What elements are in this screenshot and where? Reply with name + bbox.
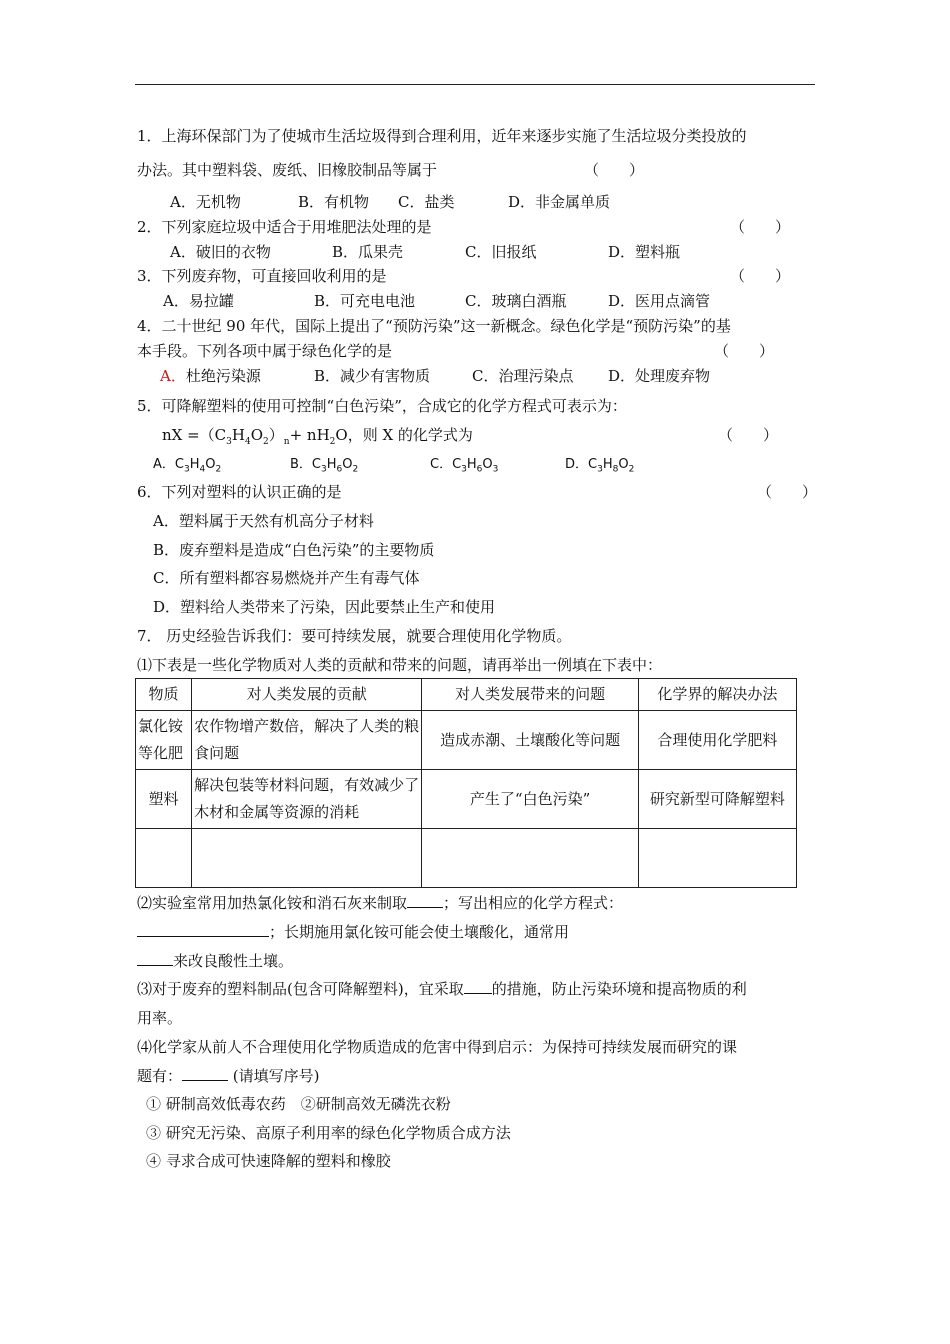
q6-stem: 6．下列对塑料的认识正确的是 (137, 483, 342, 501)
table-cell: 合理使用化学肥料 (638, 711, 796, 770)
table-cell: 造成赤潮、土壤酸化等问题 (422, 711, 638, 770)
q7-part2-line1: ⑵实验室常用加热氯化铵和消石灰来制取 ；写出相应的化学方程式： (137, 894, 624, 912)
q7-table (135, 678, 797, 888)
q4-option-a (160, 366, 261, 386)
q7-item-4: ④ 寻求合成可快速降解的塑料和橡胶 (146, 1152, 391, 1170)
q4-answer-paren: （ ） (714, 342, 775, 360)
table-cell: 塑料 (136, 770, 192, 829)
q2-option-b: B．瓜果壳 (332, 243, 404, 261)
q5-stem: 5．可降解塑料的使用可控制“白色污染”，合成它的化学方程式可表示为： (137, 397, 627, 415)
answer-blank[interactable] (137, 922, 269, 937)
table-header-cell: 化学界的解决办法 (638, 679, 796, 711)
q7-item-3: ③ 研究无污染、高原子利用率的绿色化学物质合成方法 (146, 1124, 511, 1142)
table-header-cell: 对人类发展带来的问题 (422, 679, 638, 711)
q6-answer-paren: （ ） (757, 483, 818, 501)
q7-part4-line1: ⑷化学家从前人不合理使用化学物质造成的危害中得到启示：为保持可持续发展而研究的课 (137, 1038, 738, 1056)
q5-option-a: A．$C_3H_4O_2$ (153, 457, 222, 475)
table-cell: 产生了“白色污染” (422, 770, 638, 829)
table-cell: 农作物增产数倍，解决了人类的粮食问题 (192, 711, 422, 770)
table-row-blank (136, 829, 797, 888)
table-cell-blank[interactable] (638, 829, 796, 888)
q7-part3-line1: ⑶对于废弃的塑料制品(包含可降解塑料)，宜采取 的措施，防止污染环境和提高物质的利 (137, 980, 747, 998)
table-cell: 氯化铵等化肥 (136, 711, 192, 770)
q6-option-a: A．塑料属于天然有机高分子材料 (153, 512, 374, 530)
table-cell-blank[interactable] (192, 829, 422, 888)
q3-answer-paren: （ ） (730, 267, 791, 285)
q5-option-c: C．$C_3H_6O_3$ (430, 457, 499, 475)
q2-option-a: A．破旧的衣物 (170, 243, 271, 261)
q7-item-1-2: ① 研制高效低毒农药 ②研制高效无磷洗衣粉 (146, 1095, 451, 1113)
answer-blank[interactable] (407, 893, 443, 908)
q7-stem: 7． 历史经验告诉我们：要可持续发展，就要合理使用化学物质。 (137, 627, 572, 645)
q4-option-a-letter: A． (160, 367, 186, 385)
table-cell-blank[interactable] (422, 829, 638, 888)
header-rule (135, 84, 815, 85)
answer-blank[interactable] (464, 979, 492, 994)
table-cell: 研究新型可降解塑料 (638, 770, 796, 829)
q7-part2-line2: ；长期施用氯化铵可能会使土壤酸化，通常用 (137, 922, 569, 942)
q1-stem-line1: 1．上海环保部门为了使城市生活垃圾得到合理利用，近年来逐步实施了生活垃圾分类投放的 (137, 127, 747, 145)
q4-option-b: B．减少有害物质 (314, 367, 431, 385)
q1-option-c: C．盐类 (398, 193, 455, 211)
q3-stem: 3．下列废弃物，可直接回收利用的是 (137, 267, 387, 285)
q1-option-d: D．非金属单质 (508, 193, 611, 211)
table-cell-blank[interactable] (136, 829, 192, 888)
table-header-row (136, 679, 797, 711)
q1-option-b: B．有机物 (298, 193, 370, 211)
q7-part1-prompt: ⑴下表是一些化学物质对人类的贡献和带来的问题，请再举出一例填在下表中： (137, 656, 663, 674)
q3-option-c: C．玻璃白酒瓶 (465, 292, 567, 310)
q5-option-d: D．$C_3H_8O_2$ (565, 457, 635, 475)
q1-answer-paren: （ ） (584, 161, 645, 179)
q6-option-c: C．所有塑料都容易燃烧并产生有毒气体 (153, 569, 420, 587)
q5-equation: nX $=(C_3H_4O_2)_n+ nH_2O$，则 X 的化学式为 (162, 426, 473, 447)
table-header-cell: 物质 (136, 679, 192, 711)
table-header-cell: 对人类发展的贡献 (192, 679, 422, 711)
q1-option-a: A．无机物 (170, 193, 241, 211)
q7-part2-line3: 来改良酸性土壤。 (137, 951, 293, 971)
q4-option-c: C．治理污染点 (472, 367, 574, 385)
q3-option-b: B．可充电电池 (314, 292, 416, 310)
table-cell: 解决包装等材料问题，有效减少了木材和金属等资源的消耗 (192, 770, 422, 829)
answer-blank[interactable] (182, 1066, 228, 1081)
q2-option-d: D．塑料瓶 (608, 243, 681, 261)
table-row (136, 770, 797, 829)
q5-option-b: B．$C_3H_6O_2$ (290, 457, 359, 475)
q1-stem-line2: 办法。其中塑料袋、废纸、旧橡胶制品等属于 (137, 161, 438, 179)
q2-stem: 2．下列家庭垃圾中适合于用堆肥法处理的是 (137, 218, 432, 236)
q2-answer-paren: （ ） (730, 218, 791, 236)
q2-option-c: C．旧报纸 (465, 243, 537, 261)
q3-option-a: A．易拉罐 (163, 292, 234, 310)
table-row (136, 711, 797, 770)
q3-option-d: D．医用点滴管 (608, 292, 711, 310)
q7-part3-line2: 用率。 (137, 1009, 183, 1027)
answer-blank[interactable] (137, 951, 173, 966)
q4-stem-line2: 本手段。下列各项中属于绿色化学的是 (137, 342, 393, 360)
q4-option-d: D．处理废弃物 (608, 367, 711, 385)
q6-option-b: B．废弃塑料是造成“白色污染”的主要物质 (153, 541, 435, 559)
q7-part4-line2: 题有： (请填写序号) (137, 1067, 320, 1085)
q4-stem-line1: 4．二十世纪 90 年代，国际上提出了“预防污染”这一新概念。绿色化学是“预防污染”的基 (137, 317, 731, 335)
q5-answer-paren: （ ） (718, 426, 779, 444)
q4-option-a-text: 杜绝污染源 (185, 367, 261, 385)
q6-option-d: D．塑料给人类带来了污染，因此要禁止生产和使用 (153, 598, 496, 616)
